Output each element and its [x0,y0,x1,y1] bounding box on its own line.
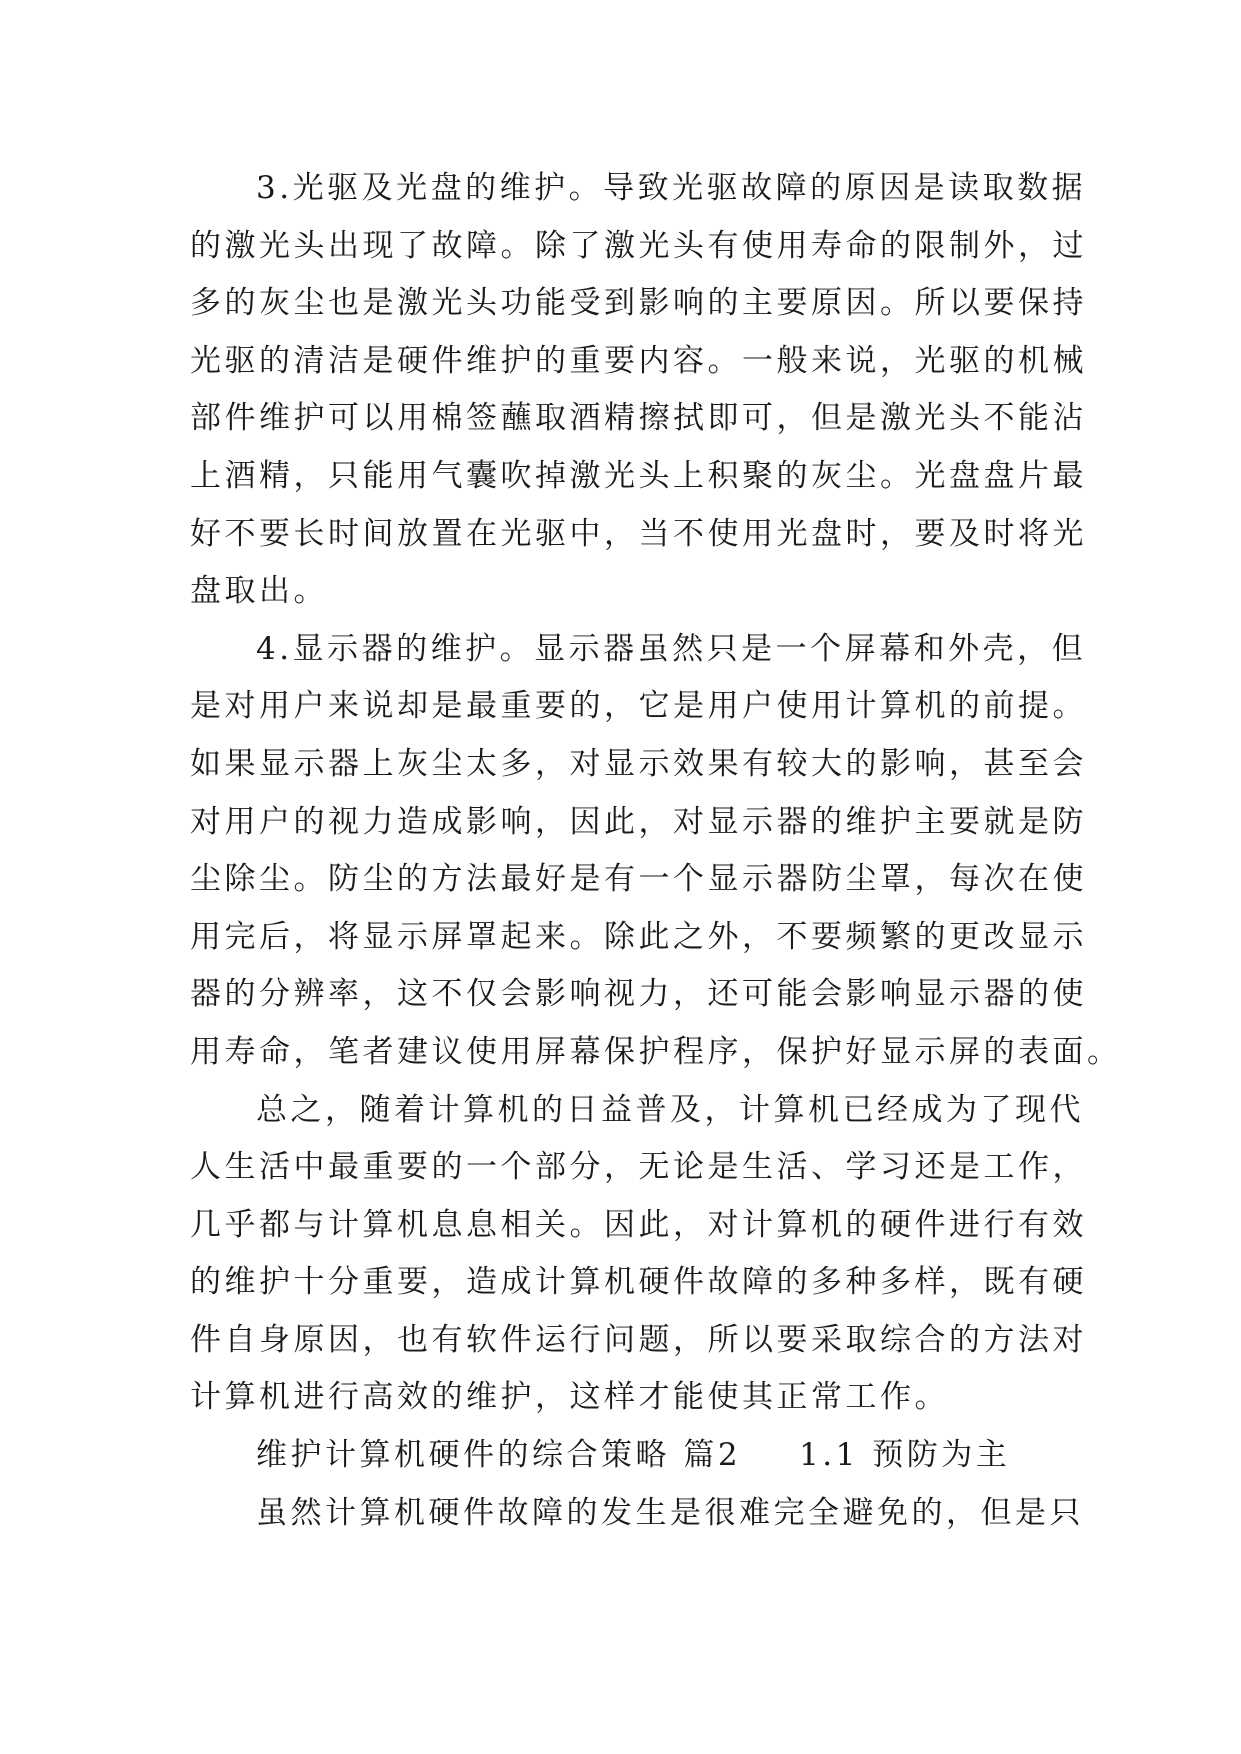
paragraph-line: 多的灰尘也是激光头功能受到影响的主要原因。所以要保持 [190,285,1087,322]
paragraph-line: 人生活中最重要的一个部分，无论是生活、学习还是工作， [190,1149,1087,1186]
paragraph-line: 光驱的清洁是硬件维护的重要内容。一般来说，光驱的机械 [190,342,1087,379]
paragraph-line: 计算机进行高效的维护，这样才能使其正常工作。 [190,1379,949,1416]
paragraph-line: 好不要长时间放置在光驱中，当不使用光盘时，要及时将光 [190,515,1087,552]
paragraph-line: 的维护十分重要，造成计算机硬件故障的多种多样，既有硬 [190,1264,1087,1301]
paragraph-line: 对用户的视力造成影响，因此，对显示器的维护主要就是防 [190,803,1087,840]
heading-title: 维护计算机硬件的综合策略 篇2 [256,1437,742,1474]
paragraph-line: 的激光头出现了故障。除了激光头有使用寿命的限制外，过 [190,227,1087,264]
paragraph-line: 器的分辨率，这不仅会影响视力，还可能会影响显示器的使 [190,976,1087,1013]
section-heading [190,1427,1070,1485]
paragraph-line: 3.光驱及光盘的维护。导致光驱故障的原因是读取数据 [256,170,1087,206]
paragraph-line: 总之，随着计算机的日益普及，计算机已经成为了现代 [256,1091,1084,1128]
paragraph-line: 部件维护可以用棉签蘸取酒精擦拭即可，但是激光头不能沾 [190,400,1087,437]
paragraph-line: 件自身原因，也有软件运行问题，所以要采取综合的方法对 [190,1321,1087,1358]
paragraph-line: 如果显示器上灰尘太多，对显示效果有较大的影响，甚至会 [190,745,1087,782]
paragraph-line: 虽然计算机硬件故障的发生是很难完全避免的，但是只 [256,1494,1084,1531]
paragraph-line: 上酒精，只能用气囊吹掉激光头上积聚的灰尘。光盘盘片最 [190,457,1087,494]
subsection-title: 1.1 预防为主 [799,1437,1011,1474]
paragraph-line: 是对用户来说却是最重要的，它是用户使用计算机的前提。 [190,688,1087,725]
paragraph-line: 用寿命，笔者建议使用屏幕保护程序，保护好显示屏的表面。 [190,1033,1122,1070]
paragraph-line: 用完后，将显示屏罩起来。除此之外，不要频繁的更改显示 [190,918,1087,955]
paragraph-line: 4.显示器的维护。显示器虽然只是一个屏幕和外壳，但 [256,630,1087,667]
paragraph-line: 尘除尘。防尘的方法最好是有一个显示器防尘罩，每次在使 [190,861,1087,898]
document-body [190,160,1122,1542]
paragraph-line: 几乎都与计算机息息相关。因此，对计算机的硬件进行有效 [190,1206,1087,1243]
paragraph-line: 盘取出。 [190,573,328,610]
